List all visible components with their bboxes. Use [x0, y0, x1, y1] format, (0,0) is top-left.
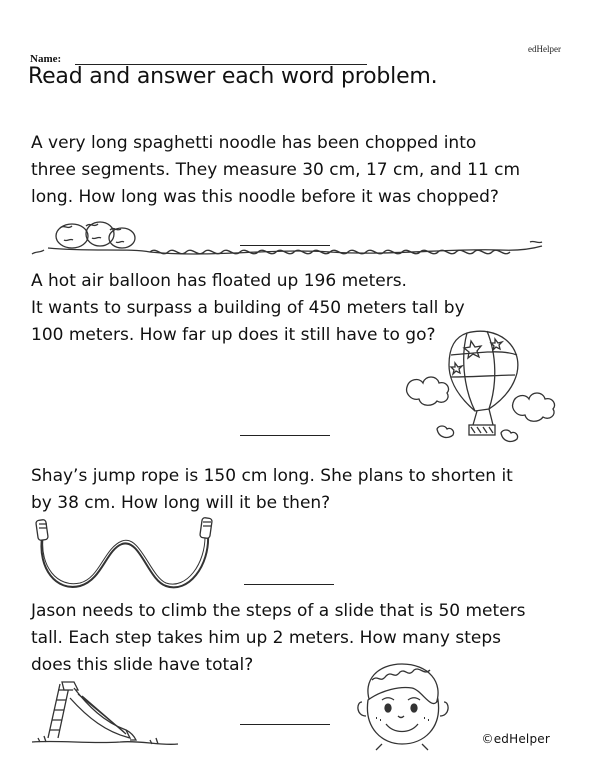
answer-line-2[interactable] [240, 435, 330, 436]
copyright-footer: ©edHelper [481, 732, 550, 746]
hot-air-balloon-icon [405, 325, 555, 445]
problem-line: by 38 cm. How long will it be then? [31, 493, 331, 513]
problem-line: long. How long was this noodle before it was chopped? [31, 187, 499, 207]
problem-line: tall. Each step takes him up 2 meters. How many steps [31, 628, 502, 648]
spaghetti-noodle-icon [30, 218, 550, 260]
problem-line: three segments. They measure 30 cm, 17 cm, and 11 cm [31, 160, 521, 180]
problem-line: does this slide have total? [31, 655, 254, 675]
boy-icon [352, 660, 452, 750]
problem-line: Shay’s jump rope is 150 cm long. She plans to shorten it [31, 466, 513, 486]
problem-4-text [31, 598, 571, 679]
answer-line-3[interactable] [244, 584, 334, 585]
problem-line: Jason needs to climb the steps of a slide that is 50 meters [31, 601, 526, 621]
problem-line: It wants to surpass a building of 450 meters tall by [31, 298, 465, 318]
problem-line: A very long spaghetti noodle has been chopped into [31, 133, 477, 153]
problem-3-text [31, 463, 571, 517]
jump-rope-icon [30, 516, 230, 594]
brand-label: edHelper [528, 44, 561, 54]
answer-line-4[interactable] [240, 724, 330, 725]
problem-1-text [31, 130, 571, 211]
answer-line-1[interactable] [240, 245, 330, 246]
page-title: Read and answer each word problem. [28, 64, 438, 89]
slide-icon [30, 676, 180, 748]
name-label: Name: [30, 53, 62, 65]
problem-line: A hot air balloon has floated up 196 meters. [31, 271, 407, 291]
problem-line: 100 meters. How far up does it still have to go? [31, 325, 436, 345]
